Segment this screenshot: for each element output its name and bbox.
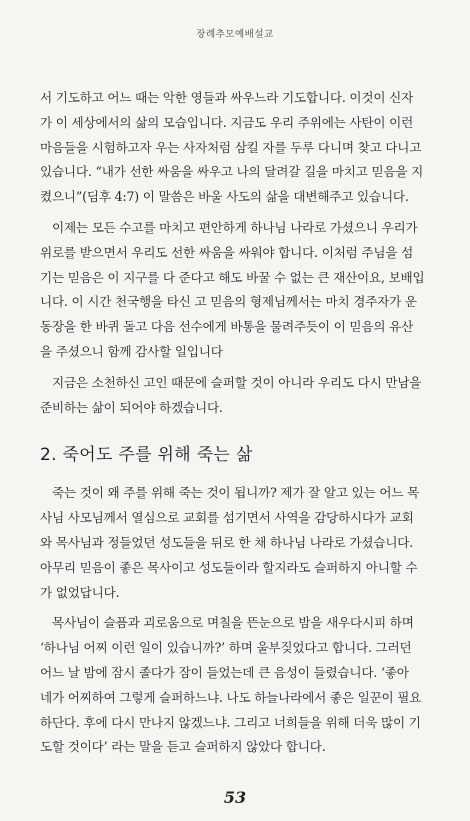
text-line: 을 주셨으니 함께 감사할 일입니다 bbox=[40, 343, 223, 359]
text-line: ‘하나님 어찌 이런 일이 있습니까?’ 하며 울부짖었다고 합니다. 그러던 bbox=[40, 640, 412, 656]
text-line: 도할 것이다’ 라는 말을 듣고 슬퍼하지 않았다 합니다. bbox=[40, 739, 326, 755]
text-line: 가 없었답니다. bbox=[40, 584, 120, 600]
text-line: 마음들을 시험하고자 우는 사자처럼 삼킬 자를 두루 다니며 찾고 다니고 bbox=[40, 139, 422, 155]
text-line: 동장을 한 바퀴 돌고 다음 선수에게 바통을 물려주듯이 이 믿음의 유산 bbox=[40, 319, 414, 335]
text-line: 준비하는 삶이 되어야 하겠습니다. bbox=[40, 399, 223, 415]
text-line: 서 기도하고 어느 때는 악한 영들과 싸우느라 기도합니다. 이것이 신자 bbox=[40, 90, 414, 105]
text-line: 하단다. 후에 다시 만나지 않겠느냐. 그리고 너희들을 위해 더욱 많이 기 bbox=[40, 714, 421, 730]
text-line: 있습니다. “내가 선한 싸움을 싸우고 나의 달려갈 길을 마치고 믿음을 지 bbox=[40, 164, 424, 180]
paragraph-group-after bbox=[40, 481, 448, 760]
paragraph bbox=[40, 371, 448, 421]
text-line: 켰으니”(딤후 4:7) 이 말씀은 바울 사도의 삶을 대변해주고 있습니다. bbox=[40, 189, 409, 205]
page-body bbox=[40, 86, 448, 766]
text-line: 사님 사모님께서 열심으로 교회를 섬기면서 사역을 감당하시다가 교회 bbox=[40, 510, 414, 526]
text-line: 죽는 것이 왜 주를 위해 죽는 것이 됩니까? 제가 잘 알고 있는 어느 목 bbox=[52, 485, 420, 501]
paragraph bbox=[40, 216, 448, 365]
text-line: 이제는 모든 수고를 마치고 편안하게 하나님 나라로 가셨으니 우리가 bbox=[52, 219, 418, 235]
text-line: 위로를 받으면서 우리도 선한 싸움을 싸워야 합니다. 이처럼 주님을 섬 bbox=[40, 244, 414, 260]
text-line: 와 목사님과 정들었던 성도들을 뒤로 한 채 하나님 나라로 가셨습니다. bbox=[40, 534, 414, 550]
text-line: 네가 어찌하여 그렇게 슬퍼하느냐. 나도 하늘나라에서 좋은 일꾼이 필요 bbox=[40, 689, 422, 705]
text-line: 기는 믿음은 이 지구를 다 준다고 해도 바꿀 수 없는 큰 재산이요, 보배입 bbox=[40, 269, 425, 285]
paragraph bbox=[40, 481, 448, 605]
section-heading: 2. 죽어도 주를 위해 죽는 삶 bbox=[40, 445, 253, 466]
paragraph bbox=[40, 86, 448, 210]
paragraph bbox=[40, 611, 448, 760]
running-header: 장례추모예배설교 bbox=[196, 29, 274, 40]
text-line: 아무리 믿음이 좋은 목사이고 성도들이라 할지라도 슬퍼하지 아니할 수 bbox=[40, 559, 418, 575]
text-line: 지금은 소천하신 고인 때문에 슬퍼할 것이 아니라 우리도 다시 만남을 bbox=[52, 374, 422, 390]
text-line: 가 이 세상에서의 삶의 모습입니다. 지금도 우리 주위에는 사탄이 이런 bbox=[40, 114, 414, 130]
text-line: 니다. 이 시간 천국행을 타신 고 믿음의 형제님께서는 마치 경주자가 운 bbox=[40, 294, 417, 310]
page-number: 53 bbox=[223, 788, 247, 807]
text-line: 목사님이 슬픔과 괴로움으로 며칠을 뜬눈으로 밤을 새우다시피 하며 bbox=[52, 615, 414, 631]
text-line: 어느 날 밤에 잠시 졸다가 잠이 들었는데 큰 음성이 들렸습니다. ‘좋아 bbox=[40, 664, 409, 680]
paragraph-group-before bbox=[40, 86, 448, 420]
